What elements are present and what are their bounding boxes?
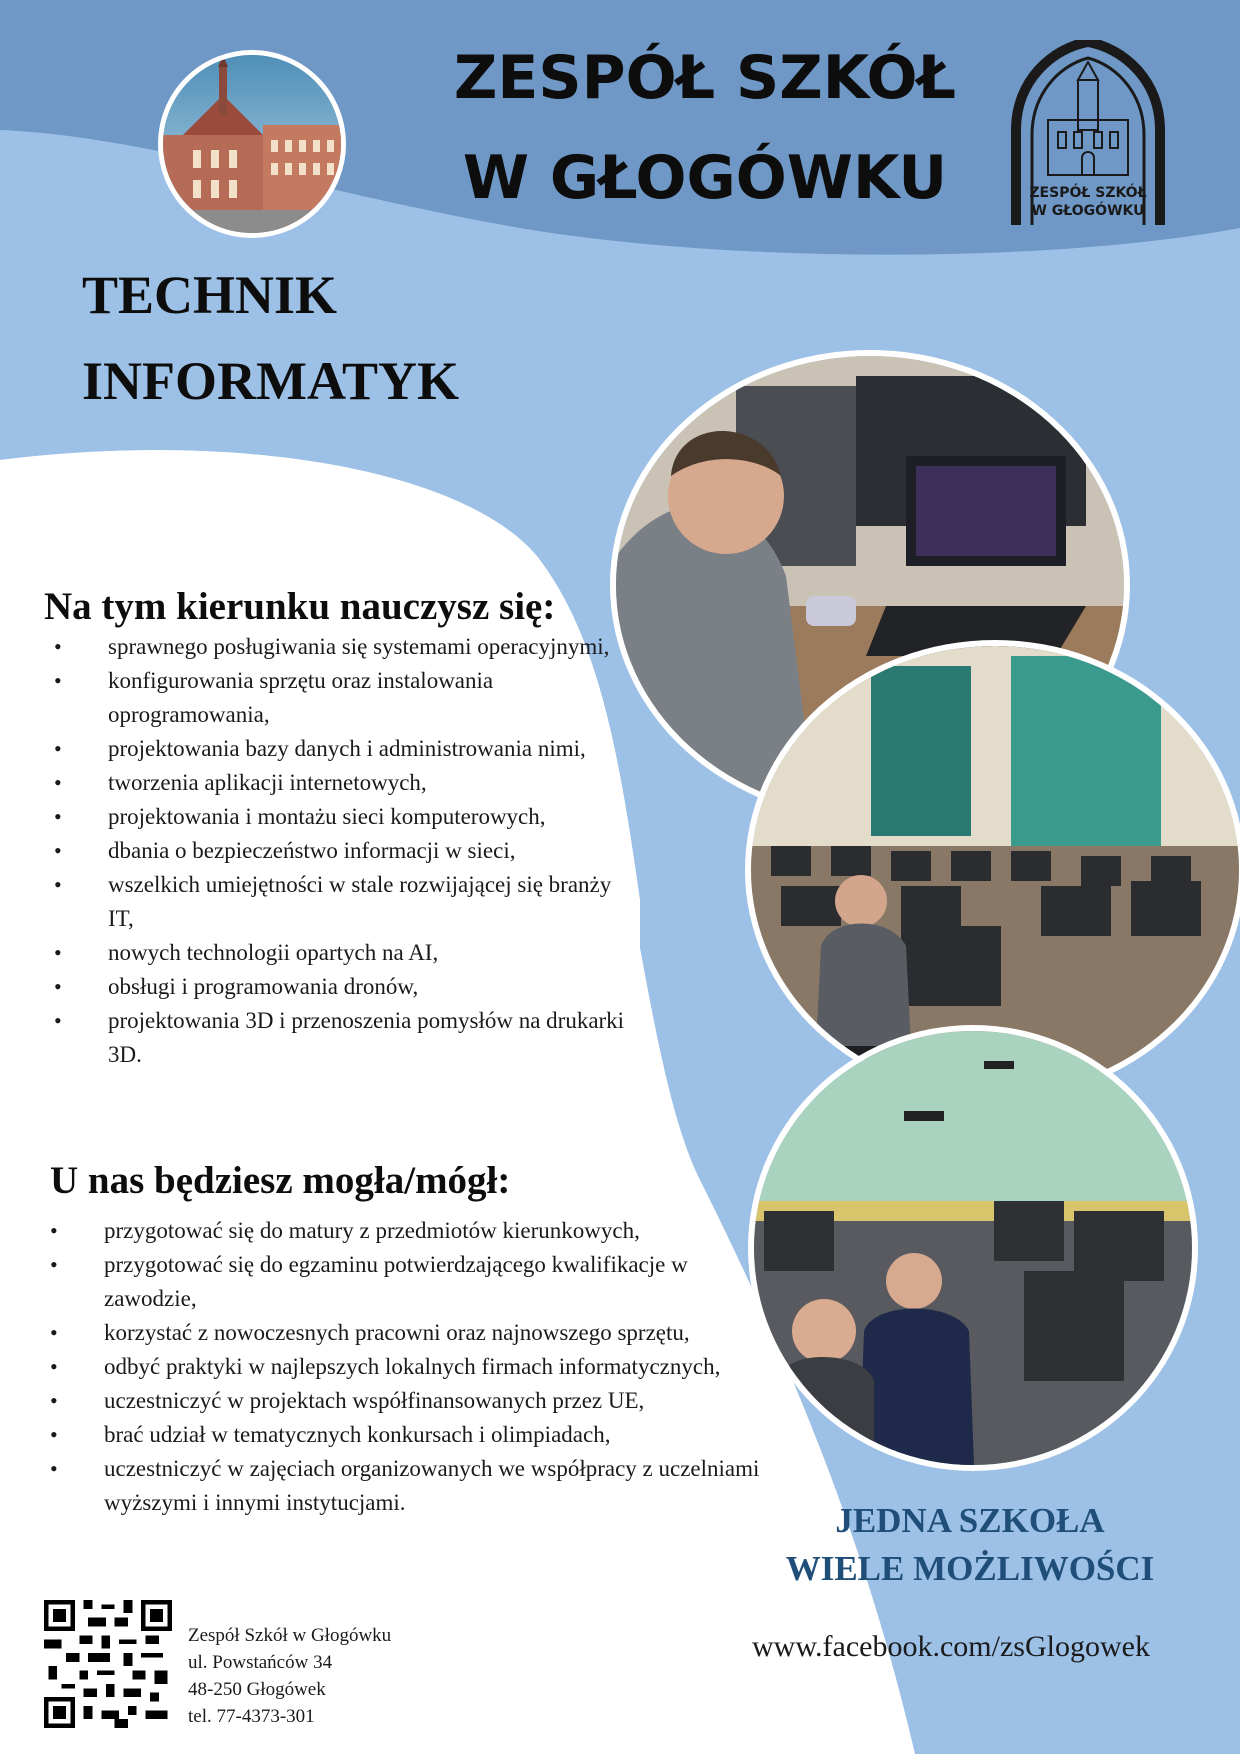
school-title-line1: ZESPÓŁ SZKÓŁ	[453, 43, 957, 113]
list-item: • projektowania bazy danych i administrowania nimi,	[46, 732, 636, 766]
qr-code[interactable]	[44, 1600, 172, 1728]
list-item: • przygotować się do matury z przedmiotów kierunkowych,	[42, 1214, 762, 1248]
list-item: • sprawnego posługiwania się systemami operacyjnymi,	[46, 630, 636, 664]
learn-heading: Na tym kierunku nauczysz się:	[44, 585, 556, 628]
slogan	[760, 1497, 1180, 1593]
address-phone: tel. 77-4373-301	[188, 1706, 315, 1727]
list-item: • konfigurowania sprzętu oraz instalowania oprogramowania,	[46, 664, 636, 732]
list-item: • wszelkich umiejętności w stale rozwijającej się branży IT,	[46, 868, 636, 936]
school-title-line2: W GŁOGÓWKU	[462, 143, 948, 213]
facebook-link[interactable]: www.facebook.com/zsGlogowek	[752, 1630, 1150, 1663]
list-item: • projektowania 3D i przenoszenia pomysłów na drukarki 3D.	[46, 1004, 636, 1072]
list-item: • przygotować się do egzaminu potwierdzającego kwalifikacje w zawodzie,	[42, 1248, 762, 1316]
list-item: • obsługi i programowania dronów,	[46, 970, 636, 1004]
course-title-line2: INFORMATYK	[82, 351, 459, 411]
logo-text-line1: ZESPÓŁ SZKÓŁ	[1029, 185, 1147, 201]
list-item: • tworzenia aplikacji internetowych,	[46, 766, 636, 800]
opportunities-list	[42, 1214, 762, 1520]
address-street: ul. Powstańców 34	[188, 1652, 333, 1673]
slogan-line2: WIELE MOŻLIWOŚCI	[785, 1549, 1155, 1588]
list-item: • odbyć praktyki w najlepszych lokalnych firmach informatycznych,	[42, 1350, 762, 1384]
list-item: • uczestniczyć w projektach współfinansowanych przez UE,	[42, 1384, 762, 1418]
logo-text-line2: W GŁOGÓWKU	[1031, 203, 1145, 219]
school-title	[420, 28, 990, 228]
school-address	[188, 1622, 391, 1730]
drone-lab-photo	[748, 1025, 1198, 1471]
list-item: • brać udział w tematycznych konkursach i olimpiadach,	[42, 1418, 762, 1452]
course-title-line1: TECHNIK	[82, 265, 338, 325]
list-item: • uczestniczyć w zajęciach organizowanych we współpracy z uczelniami wyższymi i innymi instytucjami.	[42, 1452, 762, 1520]
course-title	[82, 252, 459, 424]
list-item: • dbania o bezpieczeństwo informacji w sieci,	[46, 834, 636, 868]
list-item: • projektowania i montażu sieci komputerowych,	[46, 800, 636, 834]
school-logo	[1008, 40, 1168, 230]
list-item: • nowych technologii opartych na AI,	[46, 936, 636, 970]
list-item: • korzystać z nowoczesnych pracowni oraz najnowszego sprzętu,	[42, 1316, 762, 1350]
address-city: 48-250 Głogówek	[188, 1679, 326, 1700]
school-building-photo	[158, 50, 346, 238]
address-name: Zespół Szkół w Głogówku	[188, 1625, 392, 1646]
slogan-line1: JEDNA SZKOŁA	[835, 1501, 1105, 1540]
learn-list	[46, 630, 636, 1072]
opportunities-heading: U nas będziesz mogła/mógł:	[50, 1159, 511, 1202]
